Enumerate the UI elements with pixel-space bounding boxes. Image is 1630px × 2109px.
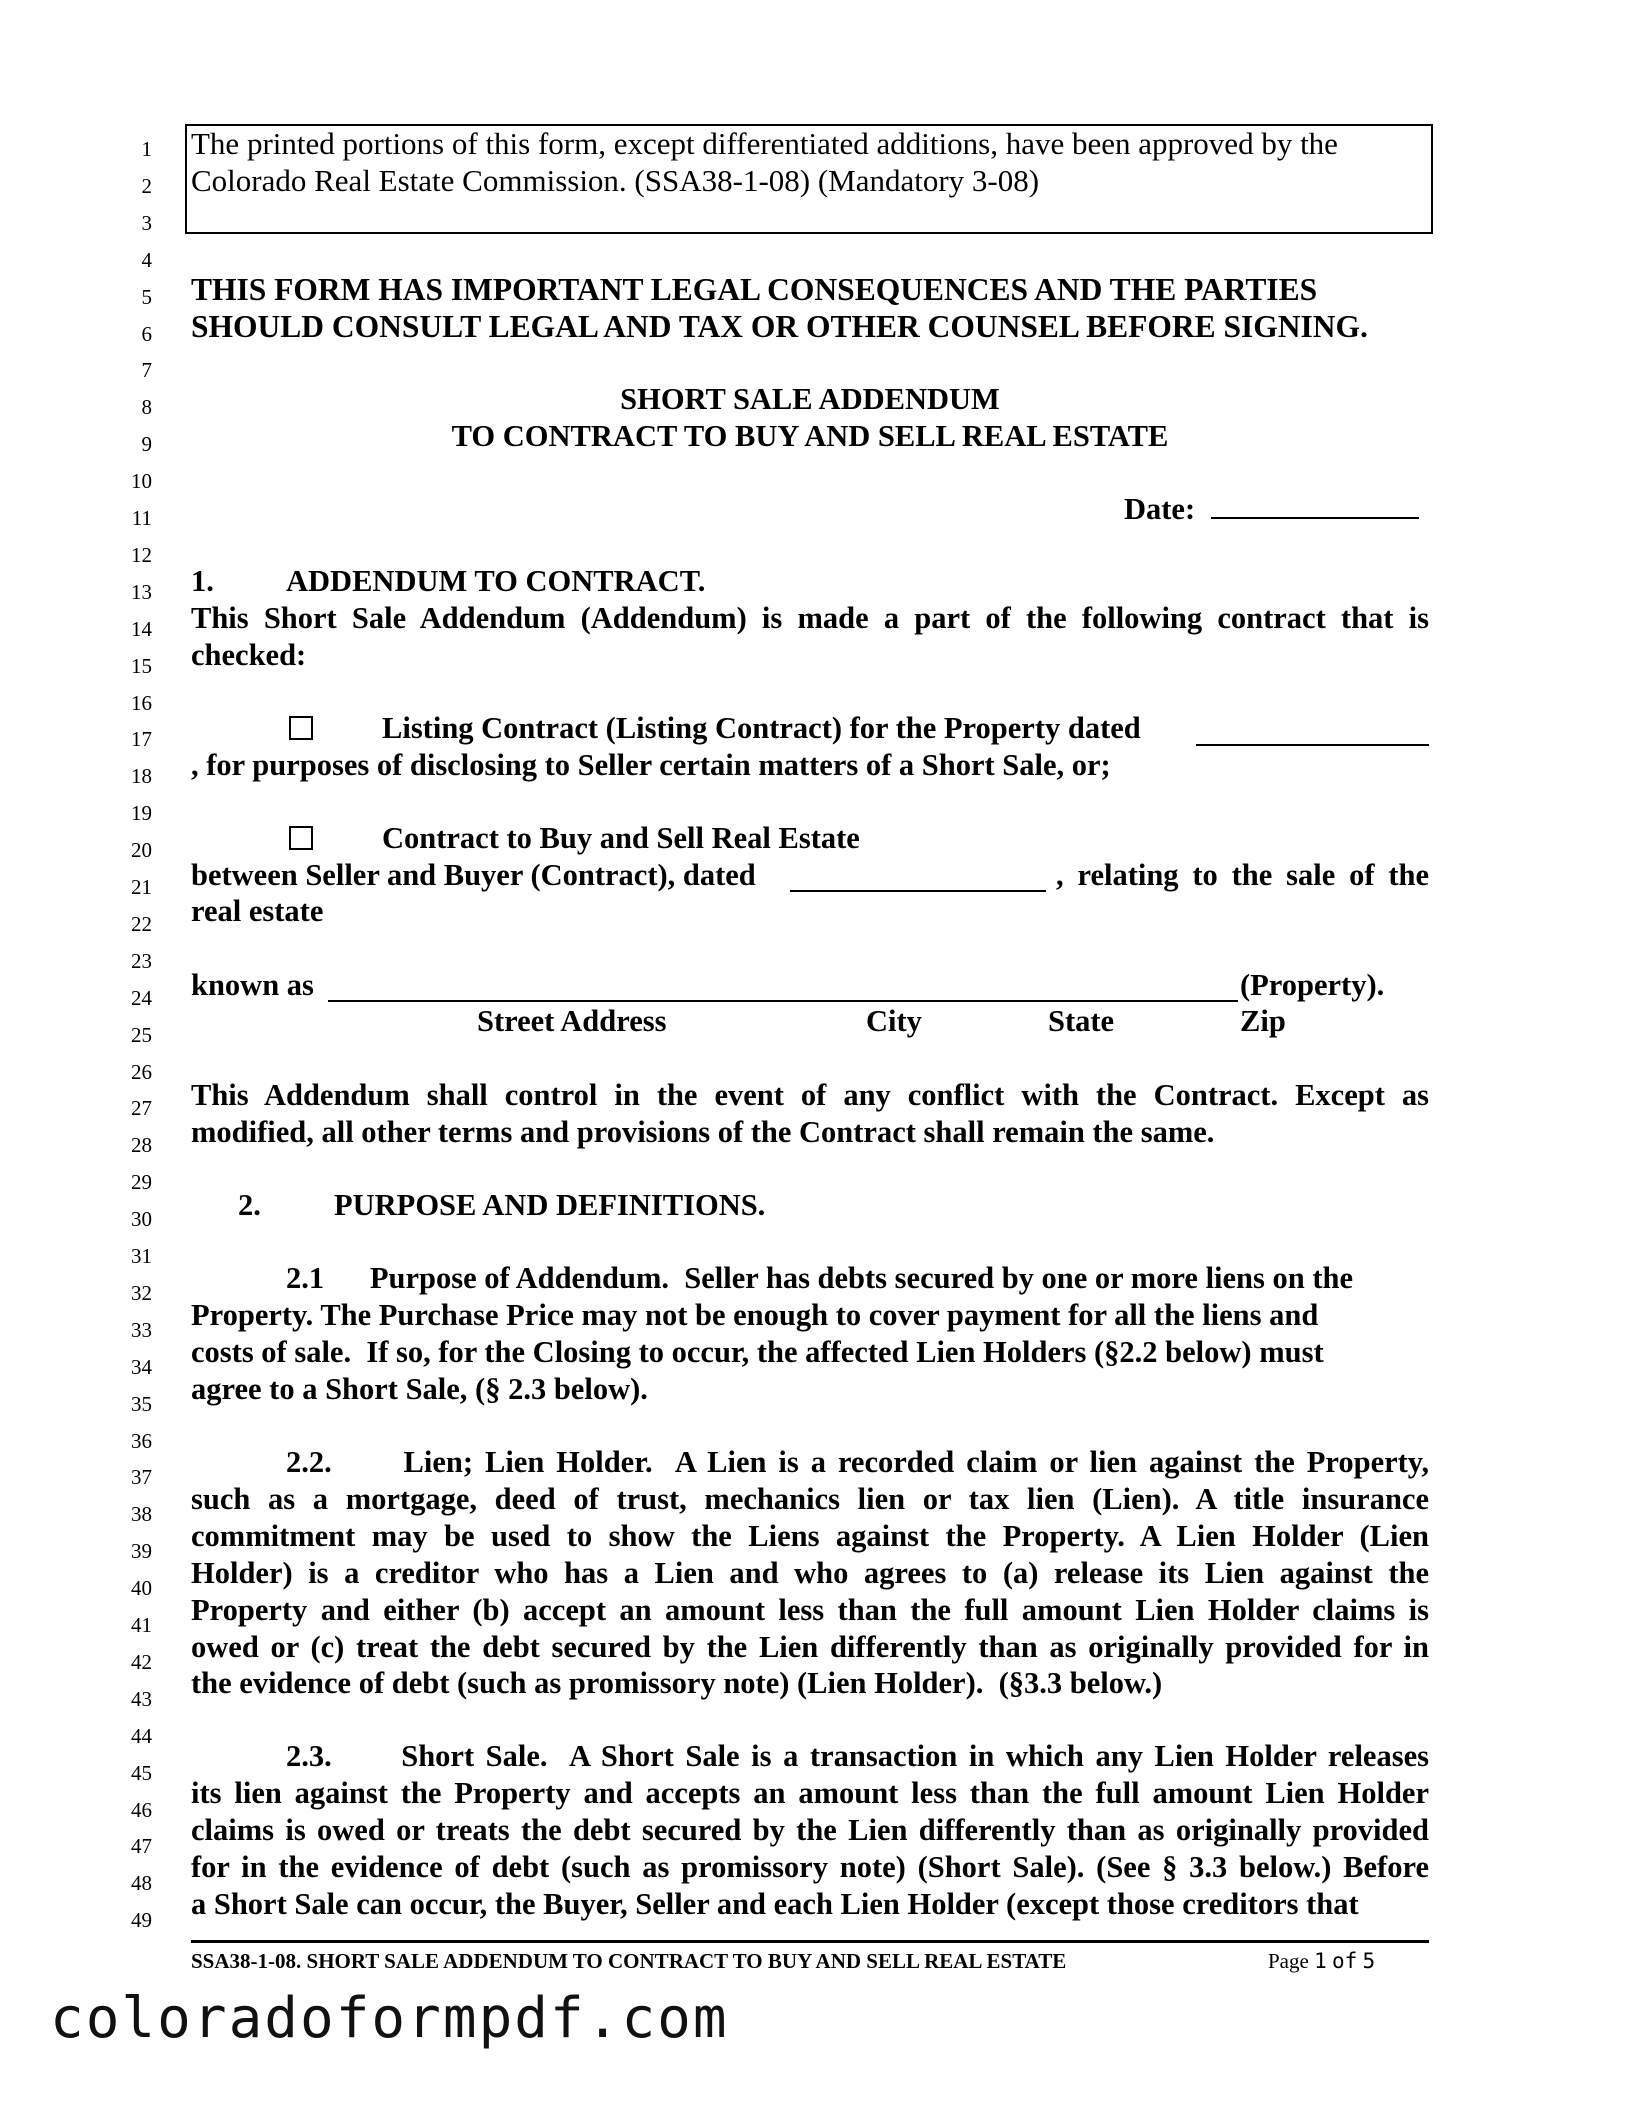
line-number: 37: [131, 1465, 152, 1490]
real-estate-text: real estate: [191, 894, 324, 928]
line-number: 30: [131, 1207, 152, 1232]
footer-page-number: 1: [1314, 1949, 1327, 1973]
p22-line: such as a mortgage, deed of trust, mechanics lien or tax lien (Lien). A title insurance: [191, 1481, 1429, 1516]
line-number: 36: [131, 1428, 152, 1453]
line-number: 15: [131, 653, 152, 678]
footer-page-total: 5: [1362, 1949, 1376, 1973]
line-number: 35: [131, 1391, 152, 1416]
line-number: 17: [131, 727, 152, 752]
line-number: 39: [131, 1539, 152, 1564]
line-number: 9: [141, 432, 152, 457]
p21-line: 2.1 Purpose of Addendum. Seller has debts secured by one or more liens on the: [286, 1261, 1354, 1295]
p23-line: its lien against the Property and accepts an amount less than the full amount Lien Holder: [191, 1775, 1429, 1810]
line-number: 25: [131, 1022, 152, 1047]
footer-rule: [191, 1940, 1429, 1943]
line-number: 7: [141, 358, 152, 383]
date-field[interactable]: [1124, 494, 1419, 525]
footer-form-title: SSA38-1-08. SHORT SALE ADDENDUM TO CONTRACT TO BUY AND SELL REAL ESTATE: [191, 1949, 1067, 1973]
line-number: 38: [131, 1502, 152, 1527]
address-caption-city: City: [866, 1004, 922, 1038]
line-number: 19: [131, 801, 152, 826]
p22-line: Property and either (b) accept an amount less than the full amount Lien Holder claims is: [191, 1592, 1429, 1627]
listing-contract-continuation: , for purposes of disclosing to Seller certain matters of a Short Sale, or;: [191, 748, 1111, 782]
p21-line: Property. The Purchase Price may not be enough to cover payment for all the liens and: [191, 1297, 1319, 1332]
legal-warning-line-1: THIS FORM HAS IMPORTANT LEGAL CONSEQUENCES AND THE PARTIES: [191, 272, 1318, 307]
line-number: 28: [131, 1133, 152, 1158]
line-number: 11: [131, 506, 152, 530]
line-number: 43: [131, 1686, 152, 1711]
p22-line: the evidence of debt (such as promissory note) (Lien Holder). (§3.3 below.): [191, 1666, 1163, 1701]
line-number: 10: [131, 469, 152, 494]
line-number: 23: [131, 948, 152, 973]
address-caption-zip: Zip: [1240, 1004, 1286, 1038]
line-number: 32: [131, 1280, 152, 1305]
p23-line: for in the evidence of debt (such as promissory note) (Short Sale). (See § 3.3 below.) Before: [191, 1849, 1429, 1884]
line-number: 20: [131, 838, 152, 863]
known-as-label: known as: [191, 968, 314, 1002]
date-blank[interactable]: [1211, 495, 1419, 519]
p21-line: costs of sale. If so, for the Closing to occur, the affected Lien Holders (§2.2 below) must: [191, 1334, 1324, 1369]
line-number: 47: [131, 1834, 152, 1859]
address-caption-street: Street Address: [477, 1004, 667, 1038]
listing-contract-checkbox[interactable]: [289, 716, 313, 740]
line-number: 45: [131, 1760, 152, 1785]
listing-contract-label: Listing Contract (Listing Contract) for the Property dated: [382, 711, 1141, 745]
line-number: 3: [141, 210, 152, 235]
contract-relating-text: , relating to the sale of the: [1056, 858, 1429, 892]
legal-warning-line-2: SHOULD CONSULT LEGAL AND TAX OR OTHER COUNSEL BEFORE SIGNING.: [191, 309, 1368, 344]
line-number: 33: [131, 1317, 152, 1342]
line-number: 14: [131, 616, 152, 641]
line-number: 34: [131, 1354, 152, 1379]
line-number: 6: [141, 321, 152, 346]
line-number: 46: [131, 1797, 152, 1822]
contract-to-buy-checkbox[interactable]: [289, 826, 313, 850]
listing-contract-date-blank[interactable]: [1196, 722, 1429, 746]
p22-line: owed or (c) treat the debt secured by the Lien differently than as originally provided for in: [191, 1629, 1429, 1664]
property-label: (Property).: [1240, 968, 1385, 1002]
control-clause-line-1: This Addendum shall control in the event of any conflict with the Contract. Except as: [191, 1078, 1429, 1112]
p21-line: agree to a Short Sale, (§ 2.3 below).: [191, 1371, 648, 1406]
property-address-blank[interactable]: [328, 978, 1238, 1002]
line-number: 26: [131, 1059, 152, 1084]
line-number: 31: [131, 1244, 152, 1268]
form-title-line-2: TO CONTRACT TO BUY AND SELL REAL ESTATE: [451, 419, 1169, 453]
date-label: Date:: [1124, 492, 1196, 526]
section-1-heading: ADDENDUM TO CONTRACT.: [286, 564, 706, 598]
line-number: 41: [131, 1613, 152, 1637]
p23-line: claims is owed or treats the debt secured by the Lien differently than as originally provided: [191, 1812, 1429, 1847]
line-number: 21: [131, 875, 152, 899]
section-2-number: 2.: [238, 1188, 261, 1222]
line-number: 44: [131, 1723, 152, 1748]
p23-line: 2.3. Short Sale. A Short Sale is a transaction in which any Lien Holder releases: [286, 1739, 1429, 1773]
line-number: 16: [131, 690, 152, 715]
line-number: 4: [141, 247, 152, 272]
control-clause-line-2: modified, all other terms and provisions of the Contract shall remain the same.: [191, 1115, 1215, 1149]
contract-to-buy-label: Contract to Buy and Sell Real Estate: [382, 821, 860, 855]
contract-date-blank[interactable]: [790, 868, 1046, 892]
p22-line: Holder) is a creditor who has a Lien and who agrees to (a) release its Lien against the: [191, 1555, 1429, 1590]
approval-notice-line-2: Colorado Real Estate Commission. (SSA38-1-08) (Mandatory 3-08): [191, 163, 1040, 198]
section-2-heading: PURPOSE AND DEFINITIONS.: [334, 1188, 766, 1222]
line-number: 48: [131, 1871, 152, 1896]
line-number: 5: [141, 284, 152, 309]
footer-page-label: Page: [1268, 1949, 1309, 1973]
contract-dated-text: between Seller and Buyer (Contract), dated: [191, 858, 756, 892]
p22-line: commitment may be used to show the Liens against the Property. A Lien Holder (Lien: [191, 1518, 1429, 1553]
approval-notice-line-1: The printed portions of this form, except differentiated additions, have been approved by the: [191, 126, 1338, 161]
section-1-intro-line-2: checked:: [191, 638, 307, 672]
line-number: 13: [131, 579, 152, 604]
form-title-line-1: SHORT SALE ADDENDUM: [620, 382, 1000, 416]
watermark-text: coloradoformpdf.com: [50, 1986, 729, 2051]
line-number: 12: [131, 542, 152, 567]
section-1-number: 1.: [191, 564, 214, 598]
line-number: 24: [131, 985, 152, 1010]
footer-page-indicator: [1268, 1951, 1375, 1972]
line-number: 22: [131, 911, 152, 936]
line-number: 49: [131, 1908, 152, 1933]
line-number: 2: [141, 173, 152, 198]
line-number: 29: [131, 1170, 152, 1195]
p23-line: a Short Sale can occur, the Buyer, Seller and each Lien Holder (except those creditors that: [191, 1886, 1359, 1921]
line-number: 27: [131, 1096, 152, 1121]
footer-of-label: of: [1331, 1949, 1358, 1973]
line-number: 42: [131, 1649, 152, 1674]
line-number: 18: [131, 764, 152, 789]
p22-line: 2.2. Lien; Lien Holder. A Lien is a recorded claim or lien against the Property,: [286, 1445, 1429, 1479]
line-number: 40: [131, 1576, 152, 1601]
line-number: 1: [141, 137, 152, 161]
line-number: 8: [141, 395, 152, 420]
section-1-intro-line-1: This Short Sale Addendum (Addendum) is made a part of the following contract that is: [191, 601, 1429, 635]
address-caption-state: State: [1048, 1004, 1115, 1038]
